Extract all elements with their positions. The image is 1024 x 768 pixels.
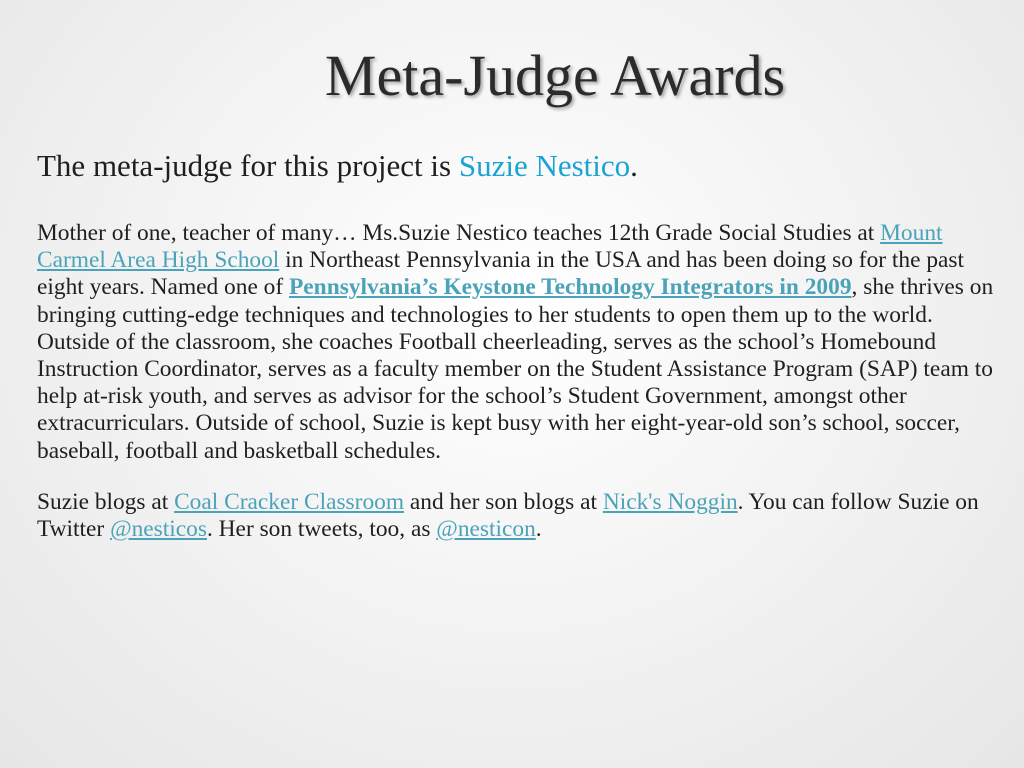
slide-title: Meta-Judge Awards (324, 43, 786, 108)
twitter-link[interactable]: @nesticos (110, 516, 207, 543)
intro-paragraph (37, 146, 997, 186)
links-text-4: . Her son tweets, too, as (206, 516, 437, 543)
meta-judge-name: Suzie Nestico (458, 148, 631, 183)
son-blog-link[interactable]: Nick's Noggin (602, 488, 738, 515)
bio-text-1: Mother of one, teacher of many… Ms.Suzie Nestico teaches 12th Grade Social Studies at (37, 220, 881, 246)
links-text-3: . You can follow Suzie on Twitter (37, 488, 979, 543)
links-text-1: Suzie blogs at (37, 488, 175, 515)
bio-text-3: , she thrives on bringing cutting-edge techniques and technologies to her students to open them up to the world. Outside of the classroom, she coaches Football cheerleading, serves as the school’s Homebound Instruction Coordinator, serves as a faculty member on the Student Assistance Program (SAP) team to help at-risk youth, and serves as advisor for the school’s Student Government, amongst other extracurriculars. Outside of school, Suzie is kept busy with her eight-year-old son’s school, soccer, baseball, football and basketball schedules. (37, 274, 994, 464)
son-twitter-link[interactable]: @nesticon (436, 516, 536, 543)
links-text-5: . (535, 516, 542, 543)
links-paragraph (37, 489, 997, 543)
bio-text-2: in Northeast Pennsylvania in the USA and has been doing so for the past eight years. Named one of (37, 247, 965, 301)
intro-suffix: . (630, 148, 638, 183)
school-link[interactable]: Mount Carmel Area High School (37, 220, 943, 274)
blog-link[interactable]: Coal Cracker Classroom (174, 488, 405, 515)
bio-paragraph (37, 220, 997, 465)
intro-prefix: The meta-judge for this project is (37, 148, 459, 183)
slide-content (37, 146, 997, 543)
keystone-link[interactable]: Pennsylvania’s Keystone Technology Integrators in 2009 (289, 274, 852, 301)
links-text-2: and her son blogs at (404, 488, 603, 515)
